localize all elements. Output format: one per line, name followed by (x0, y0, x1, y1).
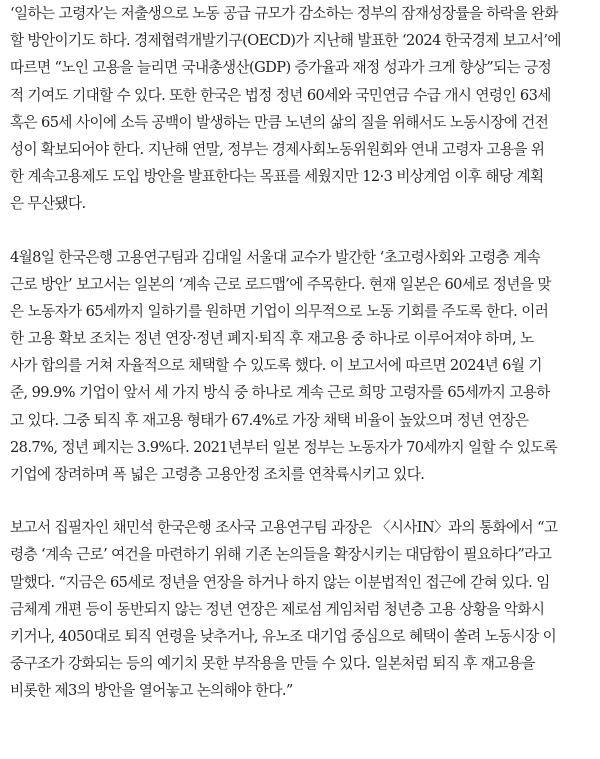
text-line: 은 노동자가 65세까지 일하기를 원하면 기업이 의무적으로 노동 기회를 주도록 한다. 이러 (10, 302, 549, 320)
text-line: 비롯한 제3의 방안을 열어놓고 논의해야 한다.” (10, 682, 293, 700)
text-line: 혹은 65세 사이에 소득 공백이 발생하는 만큼 노년의 삶의 질을 위해서도 노동시장에 건전 (10, 113, 549, 131)
text-line: 키거나, 4050대로 퇴직 연령을 낮추거나, 유노조 대기업 중심으로 혜택이 쏠려 노동시장 이 (10, 627, 557, 645)
paragraph-spacer (10, 218, 588, 244)
paragraph-3 (10, 514, 588, 704)
text-line: 한 고용 확보 조치는 정년 연장·정년 폐지·퇴직 후 재고용 중 하나로 이루어져야 하며, 노 (10, 330, 534, 348)
text-line: 보고서 집필자인 채민석 한국은행 조사국 고용연구팀 과장은 〈시사IN〉과의 통화에서 “고 (10, 519, 558, 537)
paragraph-1 (10, 0, 588, 218)
text-line: 한 계속고용제도 도입 방안을 발표한다는 목표를 세웠지만 12·3 비상계엄 이후 해당 계획 (10, 168, 544, 186)
text-line: 28.7%, 정년 폐지는 3.9%다. 2021년부터 일본 정부는 노동자가 70세까지 일할 수 있도록 (10, 438, 558, 456)
text-line: 사가 합의를 거쳐 자율적으로 채택할 수 있도록 했다. 이 보고서에 따르면 2024년 6월 기 (10, 357, 542, 375)
text-line: 4월8일 한국은행 고용연구팀과 김대일 서울대 교수가 발간한 ‘초고령사회와 고령층 계속 (10, 248, 541, 266)
text-line: 따르면 “노인 고용을 늘리면 국내총생산(GDP) 증가율과 재정 성과가 크게 향상”되는 긍정 (10, 59, 552, 77)
text-line: 중구조가 강화되는 등의 예기치 못한 부작용을 만들 수 있다. 일본처럼 퇴직 후 재고용을 (10, 655, 535, 673)
text-line: 준, 99.9% 기업이 앞서 세 가지 방식 중 하나로 계속 근로 희망 고령자를 65세까지 고용하 (10, 384, 550, 402)
text-line: ‘일하는 고령자’는 저출생으로 노동 공급 규모가 감소하는 정부의 잠재성장률을 하락을 완화 (10, 5, 558, 22)
text-line: 말했다. “지금은 65세로 정년을 연장을 하거나 하지 않는 이분법적인 접근에 갇혀 있다. 임 (10, 573, 550, 591)
text-line: 성이 확보되어야 한다. 지난해 연말, 정부는 경제사회노동위원회와 연내 고령자 고용을 위 (10, 140, 545, 158)
text-line: 은 무산됐다. (10, 195, 86, 213)
text-line: 고 있다. 그중 퇴직 후 재고용 형태가 67.4%로 가장 채택 비율이 높았으며 정년 연장은 (10, 411, 529, 429)
paragraph-spacer (10, 488, 588, 514)
text-line: 금체계 개편 등이 동반되지 않는 정년 연장은 제로섬 게임처럼 청년층 고용 상황을 악화시 (10, 600, 545, 618)
article-body (10, 0, 588, 705)
paragraph-2 (10, 244, 588, 489)
text-line: 근로 방안’ 보고서는 일본의 ‘계속 근로 로드맵’에 주목한다. 현재 일본은 60세로 정년을 맞 (10, 275, 551, 293)
text-line: 령층 ‘계속 근로’ 여건을 마련하기 위해 기존 논의들을 확장시키는 대담함이 필요하다”라고 (10, 546, 552, 564)
text-line: 할 방안이기도 하다. 경제협력개발기구(OECD)가 지난해 발표한 ‘2024 한국경제 보고서’에 (10, 32, 561, 50)
text-line: 기업에 장려하며 폭 넓은 고령층 고용안정 조치를 연착륙시키고 있다. (10, 466, 425, 483)
text-line: 적 기여도 기대할 수 있다. 또한 한국은 법정 정년 60세와 국민연금 수급 개시 연령인 63세 (10, 86, 551, 104)
